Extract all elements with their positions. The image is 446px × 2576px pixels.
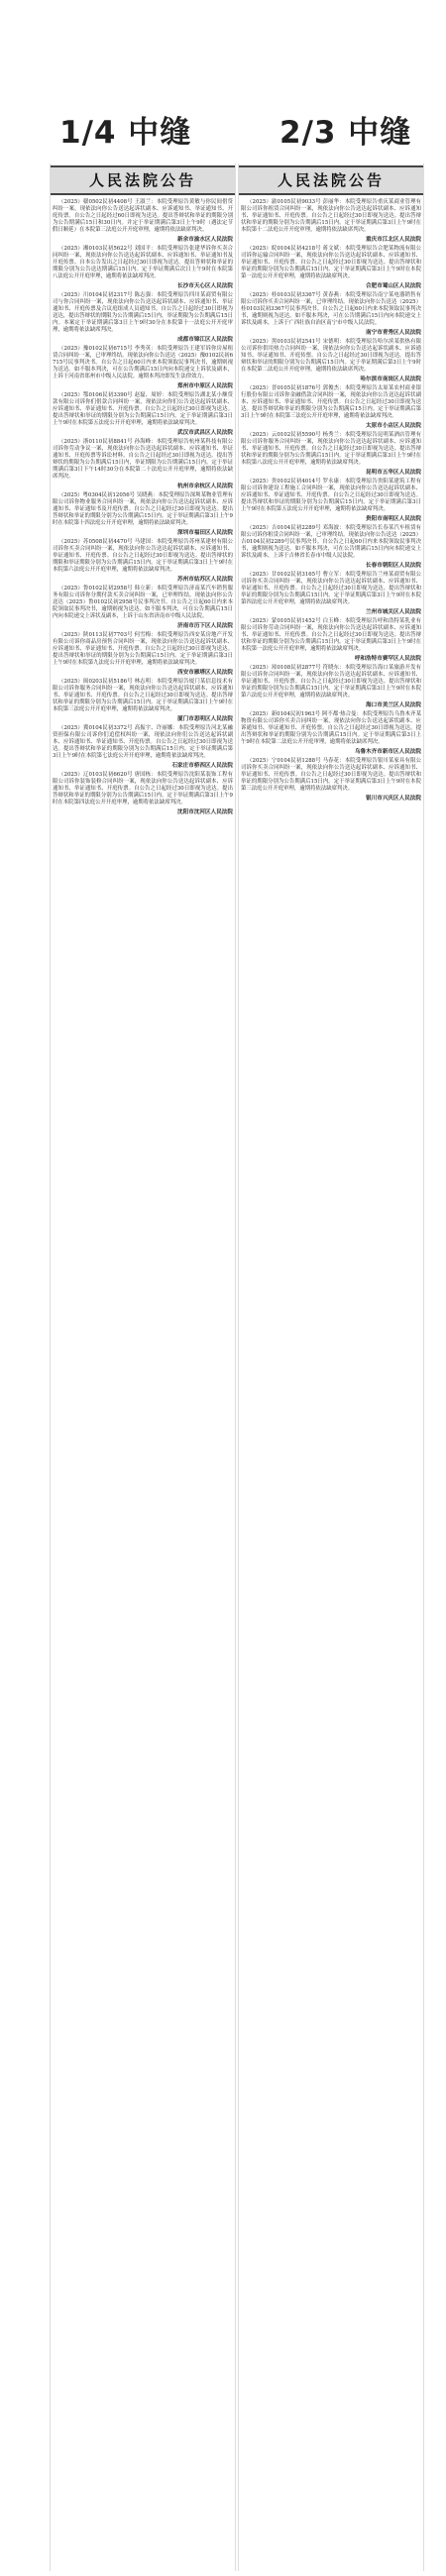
notice-text: （2025）鄂0106民初3390号 赵磊、周婷：本院受理原告湖北某小额贷款有限公司诉你们借款合同纠纷一案，现依法向你们公告送达起诉状副本、应诉通知书、举证通知书、开庭传票。自公告之日起经过30日即视为送达。提出答辩状和举证的期限分别为公告期满后15日内。定于举证期满后第3日上午9时在本院第五法庭公开开庭审理，逾期将依法缺席判决。 [53, 392, 233, 426]
notice-text: （2025）闽0203民初5186号 林志明：本院受理原告厦门某信息技术有限公司诉你服务合同纠纷一案，现依法向你公告送达起诉状副本、应诉通知书、举证通知书、开庭传票。自公告之日起经过30日即视为送达。提出答辩状和举证的期限分别为公告期满后15日内。定于举证期满后第3日上午9时在本院第三法庭公开开庭审理，逾期将依法缺席判决。 [53, 679, 233, 712]
court-name: 哈尔滨市南岗区人民法院 [360, 376, 421, 382]
notice-text: （2025）苏0508民初4470号 马建国：本院受理原告苏州某建材有限公司诉你买卖合同纠纷一案，现依法向你公告送达起诉状副本、应诉通知书、举证通知书、开庭传票。自公告之日起经过30日即视为送达。提出答辩状的期限和举证期限分别为公告期满后15日内。定于举证期满后第3日上午9时在本院第六法庭公开开庭审理，逾期将依法缺席判决。 [53, 539, 233, 573]
court-name: 西安市雁塔区人民法院 [177, 670, 233, 676]
notice-text: （2025）黑0103民初2541号 宋德明：本院受理原告哈尔滨某供热有限公司诉你供用热力合同纠纷一案，现依法向你公告送达起诉状副本、应诉通知书、举证通知书、开庭传票。自公告之日起经过30日即视为送达。提出答辩状和举证的期限分别为公告期满后15日内。定于举证期满后第3日上午9时在本院第二法庭公开开庭审理，逾期将依法缺席判决。 [241, 339, 421, 373]
court-name: 呼和浩特市赛罕区人民法院 [354, 656, 421, 662]
court-name: 成都市锦江区人民法院 [177, 337, 233, 343]
notice-text: （2025）鲁0102民初2958号 韩立新：本院受理原告济南某汽车销售服务有限公司诉你分期付款买卖合同纠纷一案，已审理终结。现依法向你公告送达（2025）鲁0102民初2958号民事判决书。自公告之日起60日内来本院领取民事判决书，逾期则视为送达。如不服本判决，可在公告期满后15日内向本院递交上诉状及副本，上诉于山东省济南市中级人民法院。 [53, 586, 233, 619]
court-name: 太原市小店区人民法院 [366, 423, 421, 429]
court-name: 石家庄市桥西区人民法院 [171, 763, 233, 769]
notice-text: （2025）云0102民初5590号 杨秀兰：本院受理原告昆明某酒店管理有限公司诉你服务合同纠纷一案，现依法向你公告送达起诉状副本、应诉通知书、举证通知书、开庭传票。自公告之日起经过30日即视为送达。提出答辩状和举证的期限分别为公告期满后15日内。定于举证期满后第3日上午9时在本院第八法庭公开开庭审理，逾期将依法缺席判决。 [241, 432, 421, 466]
court-name: 南宁市青秀区人民法院 [366, 330, 421, 336]
notice-list [53, 199, 233, 816]
notice-text: （2025）琼0108民初2877号 符晓东：本院受理原告海口某旅游开发有限公司诉你合同纠纷一案，现依法向你公告送达起诉状副本、应诉通知书、举证通知书、开庭传票。自公告之日起经过30日即视为送达。提出答辩状和举证的期限分别为公告期满后15日内。定于举证期满后第3日上午9时在本院第六法庭公开开庭审理，逾期将依法缺席判决。 [241, 665, 421, 698]
notice-column-left [50, 163, 236, 2571]
notice-text: （2025）川0104民初2317号 陈志强：本院受理原告四川某商贸有限公司与你合同纠纷一案，现依法向你公告送达起诉状副本、应诉通知书、举证通知书、开庭传票及合议庭组成人员通知书。自公告之日起经过30日即视为送达，提出答辩状的期限为公告期满后15日内，举证期限为公告期满后15日内。本案定于举证期满后第3日上午9时30分在本院第十一法庭公开开庭审理，逾期将依法缺席判决。 [53, 292, 233, 333]
notice-text: （2025）浙0110民初8841号 孙海峰：本院受理原告杭州某科技有限公司诉你劳动争议一案，现依法向你公告送达起诉状副本、应诉通知书、举证通知书、开庭传票等诉讼材料。自公告之日起经过30日即视为送达。提出答辩状的期限为公告期满后15日内，举证期限为公告期满后15日内。定于举证期满后第3日下午14时30分在本院第二十法庭公开开庭审理，逾期将依法缺席判决。 [53, 439, 233, 480]
court-name: 银川市兴庆区人民法院 [366, 796, 421, 802]
court-name: 杭州市余杭区人民法院 [177, 483, 233, 489]
court-name: 乌鲁木齐市新市区人民法院 [354, 749, 421, 755]
notice-text: （2025）桂0103民初3367号 黄春燕：本院受理原告南宁某电器销售有限公司诉你买卖合同纠纷一案，已审理终结。现依法向你公告送达（2025）桂0103民初3367号民事判决书。自公告之日起60日内来本院领取民事判决书，逾期则视为送达。如不服本判决，可在公告期满后15日内向本院递交上诉状及副本，上诉于广西壮族自治区南宁市中级人民法院。 [241, 292, 421, 326]
court-name: 长沙市天心区人民法院 [177, 283, 233, 289]
notice-text: （2025）新0104民初1963号 阿不都·热合曼：本院受理原告乌鲁木齐某物资有限公司诉你买卖合同纠纷一案，现依法向你公告送达起诉状副本、应诉通知书、举证通知书、开庭传票。自公告之日起经过30日即视为送达。提出答辩状和举证的期限分别为公告期满后15日内。定于举证期满后第3日上午9时在本院第二法庭公开开庭审理，逾期将依法缺席判决。 [241, 711, 421, 745]
notice-column-right [238, 163, 424, 2571]
notice-text: （2025）渝0105民初9033号 彭丽华：本院受理原告重庆某商业管理有限公司诉你租赁合同纠纷一案，现依法向你公告送达起诉状副本、应诉通知书、举证通知书、开庭传票。自公告之日起经过30日即视为送达。提出答辩状和举证的期限分别为公告期满后15日内。定于举证期满后第3日上午9时在本院第十二法庭公开开庭审理，逾期将依法缺席判决。 [241, 199, 421, 233]
court-name: 兰州市城关区人民法院 [366, 609, 421, 615]
court-name: 济南市历下区人民法院 [177, 623, 233, 629]
notice-text: （2025）豫0102民初6715号 李秀英：本院受理原告王建军诉你房屋租赁合同纠纷一案，已审理终结。现依法向你公告送达（2025）豫0102民初6715号民事判决书。自公告之日起60日内来本院领取民事判决书，逾期则视为送达。如不服本判决，可在公告期满后15日内向本院递交上诉状及副本，上诉于河南省郑州市中级人民法院。逾期本判决即发生法律效力。 [53, 346, 233, 379]
court-name: 海口市美兰区人民法院 [366, 702, 421, 708]
fold-label-right: 2/3 中缝 [279, 115, 412, 151]
court-name: 昆明市五华区人民法院 [366, 470, 421, 476]
notice-text: （2025）赣0502民初4408号 王淑兰：本院受理原告黄敏与你民间借贷纠纷一案，现依法向你公告送达起诉状副本、应诉通知书、举证通知书、开庭传票。自公告之日起经过60日即视为送达。提出答辩状和举证的期限分别为公告期满后15日和30日内。并定于举证期满后第3日上午9时（遇法定节假日顺延）在本院第三法庭公开开庭审理，逾期将依法缺席判决。 [53, 199, 233, 233]
notice-text: （2025）蒙0105民初1452号 白玉峰：本院受理原告呼和浩特某乳业有限公司诉你劳动合同纠纷一案，现依法向你公告送达起诉状副本、应诉通知书、举证通知书、开庭传票。自公告之日起经过30日即视为送达。提出答辩状和举证的期限分别为公告期满后15日内。定于举证期满后第3日上午9时在本院第一法庭公开开庭审理，逾期将依法缺席判决。 [241, 618, 421, 652]
notice-text: （2025）吉0104民初2289号 邓海波：本院受理原告长春某汽车租赁有限公司诉你租赁合同纠纷一案，已审理终结。现依法向你公告送达（2025）吉0104民初2289号民事判决书。自公告之日起60日内来本院领取民事判决书，逾期则视为送达。如不服本判决，可在公告期满后15日内向本院递交上诉状及副本，上诉于吉林省长春市中级人民法院。 [241, 525, 421, 559]
court-name: 新余市渝水区人民法院 [177, 237, 233, 243]
court-name: 贵阳市南明区人民法院 [366, 516, 421, 522]
court-name: 深圳市福田区人民法院 [177, 530, 233, 536]
notice-text: （2025）晋0105民初1876号 郭俊杰：本院受理原告太原某农村商业银行股份有限公司诉你金融借款合同纠纷一案，现依法向你公告送达起诉状副本、应诉通知书、举证通知书、开庭传票。自公告之日起经过30日即视为送达。提出答辩状和举证的期限分别为公告期满后15日内。定于举证期满后第3日上午9时在本院第三法庭公开开庭审理，逾期将依法缺席判决。 [241, 385, 421, 419]
notice-text: （2025）辽0103民初6620号 唐国栋：本院受理原告沈阳某装饰工程有限公司诉你装饰装修合同纠纷一案，现依法向你公告送达起诉状副本、应诉通知书、举证通知书、开庭传票。自公告之日起经过30日即视为送达。提出答辩状和举证的期限分别为公告期满后15日内。定于举证期满后第3日上午9时在本院第四法庭公开开庭审理，逾期将依法缺席判决。 [53, 772, 233, 805]
column-header: 人民法院公告 [239, 165, 423, 195]
court-name: 沈阳市沈河区人民法院 [177, 809, 233, 815]
court-name: 武汉市武昌区人民法院 [177, 430, 233, 436]
column-header: 人民法院公告 [51, 165, 235, 195]
court-name: 长春市朝阳区人民法院 [366, 563, 421, 569]
notice-text: （2025）陕0113民初7703号 何雪梅：本院受理原告西安某房地产开发有限公司诉你商品房预售合同纠纷一案，现依法向你公告送达起诉状副本、应诉通知书、举证通知书、开庭传票。自公告之日起经过30日即视为送达。提出答辩状和举证的期限分别为公告期满后15日内。定于举证期满后第3日上午9时在本院第九法庭公开开庭审理，逾期将依法缺席判决。 [53, 632, 233, 666]
court-name: 郑州市中原区人民法院 [177, 383, 233, 389]
notice-text: （2025）湘0103民初5622号 刘国平：本院受理原告张建华诉你买卖合同纠纷一案，现依法向你公告送达起诉状副本、应诉通知书、举证通知书及开庭传票。自本公告发出之日起经过30日即视为送达。提出答辩状和举证的期限分别为公告送达期满后15日内。定于举证期满后次日上午9时在本院第八法庭公开开庭审理，逾期将依法缺席判决。 [53, 246, 233, 279]
court-name: 苏州市姑苏区人民法院 [177, 577, 233, 583]
notice-text: （2025）宁0104民初1288号 马春花：本院受理原告银川某家具有限公司诉你买卖合同纠纷一案，现依法向你公告送达起诉状副本、应诉通知书、举证通知书、开庭传票。自公告之日起经过30日即视为送达。提出答辩状和举证的期限分别为公告期满后15日内。定于举证期满后第3日上午9时在本院第三法庭公开开庭审理，逾期将依法缺席判决。 [241, 758, 421, 792]
fold-label-left: 1/4 中缝 [59, 115, 192, 151]
notice-text: （2025）皖0104民初4218号 蒋文斌：本院受理原告合肥某物流有限公司诉你运输合同纠纷一案，现依法向你公告送达起诉状副本、应诉通知书、举证通知书、开庭传票。自公告之日起经过30日即视为送达。提出答辩状和举证的期限分别为公告期满后15日内。定于举证期满后第3日上午9时在本院第一法庭公开开庭审理，逾期将依法缺席判决。 [241, 246, 421, 279]
notice-text: （2025）贵0102民初4014号 罗永康：本院受理原告贵阳某建筑工程有限公司诉你建设工程施工合同纠纷一案，现依法向你公告送达起诉状副本、应诉通知书、举证通知书、开庭传票。自公告之日起经过30日即视为送达。提出答辩状和举证的期限分别为公告期满后15日内。定于举证期满后第3日上午9时在本院第五法庭公开开庭审理，逾期将依法缺席判决。 [241, 479, 421, 512]
court-name: 重庆市江北区人民法院 [366, 237, 421, 243]
court-name: 厦门市思明区人民法院 [177, 716, 233, 722]
notice-list [241, 199, 421, 803]
notice-text: （2025）甘0102民初3165号 曹立军：本院受理原告兰州某商贸有限公司诉你买卖合同纠纷一案，现依法向你公告送达起诉状副本、应诉通知书、举证通知书、开庭传票。自公告之日起经过30日即视为送达。提出答辩状和举证的期限分别为公告期满后15日内。定于举证期满后第3日上午9时在本院第四法庭公开开庭审理，逾期将依法缺席判决。 [241, 572, 421, 605]
notice-text: （2025）冀0104民初3372号 高振宇、许丽娜：本院受理原告河北某融资担保有限公司诉你们追偿权纠纷一案，现依法向你们公告送达起诉状副本、应诉通知书、举证通知书、开庭传票。自公告之日起经过30日即视为送达。提出答辩状和举证的期限分别为公告期满后15日内。定于举证期满后第3日上午9时在本院第七法庭公开开庭审理，逾期将依法缺席判决。 [53, 725, 233, 759]
court-name: 合肥市蜀山区人民法院 [366, 283, 421, 289]
notice-text: （2025）粤0304民初12056号 吴晓燕：本院受理原告深圳某物业管理有限公司诉你物业服务合同纠纷一案，现依法向你公告送达起诉状副本、应诉通知书、举证通知书及开庭传票。自公告之日起经过30日即视为送达。提出答辩状和举证的期限分别为公告期满后15日内。定于举证期满后第3日上午9时在本院第十四法庭公开开庭审理，逾期将依法缺席判决。 [53, 492, 233, 526]
